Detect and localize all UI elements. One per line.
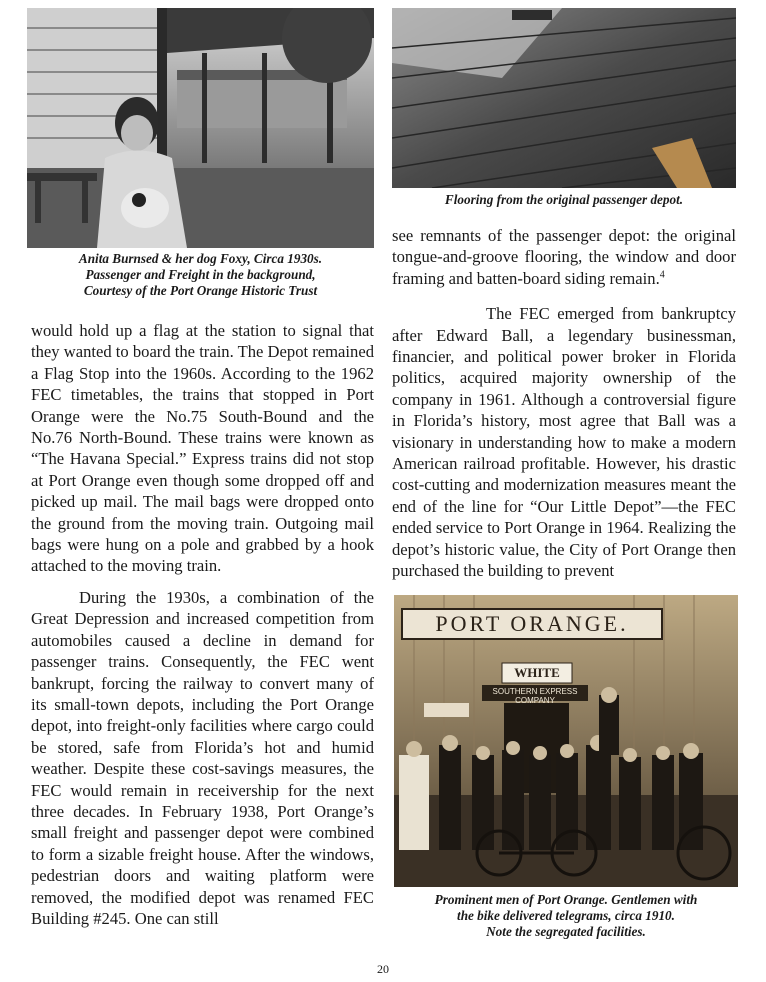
men-caption bbox=[394, 892, 738, 940]
right-paragraph-2: The FEC emerged from bankruptcy after Edward Ball, a legendary businessman, financier, and political power broker in Florida politics, acquired majority ownership of the company in 1961. Although a controversial figure in Florida’s history, most agree that Ball was a visionary in understanding how to make a modern American railroad profitable. However, his drastic cost-cutting and modernization measures meant the end of the line for “Our Little Depot”—the FEC ended service to Port Orange in 1964. Realizing the depot’s historic value, the City of Port Orange then purchased the building to prevent bbox=[392, 304, 736, 581]
men-caption-line-3: Note the segregated facilities. bbox=[486, 924, 646, 939]
left-paragraph-2: During the 1930s, a combination of the Great Depression and increased competition from automobiles caused a decline in demand for passenger trains. Consequently, the FEC went bankrupt, forcing the railway to convert many of its small-town depots, including the Port Orange depot, into freight-only facilities where cargo could be stored, safe from Florida’s hot and humid weather. Despite these cost-savings measures, the FEC would remain in receivership for the next three decades. In February 1938, Port Orange’s small freight and passenger depot were combined to form a sizable freight house. After the windows, pedestrian doors and waiting platform were removed, the modified depot was renamed FEC Building #245. One can still bbox=[31, 587, 374, 928]
anita-caption bbox=[27, 251, 374, 299]
left-column bbox=[31, 320, 374, 929]
flooring-caption: Flooring from the original passenger depot. bbox=[444, 192, 684, 207]
right-column bbox=[392, 225, 736, 582]
right-paragraph-1-text: see remnants of the passenger depot: the original tongue-and-groove flooring, the window and door framing and batten-board siding remain. bbox=[392, 226, 736, 288]
anita-photo bbox=[27, 8, 374, 248]
men-caption-line-2: the bike delivered telegrams, circa 1910. bbox=[457, 908, 675, 923]
anita-caption-line-2: Passenger and Freight in the background, bbox=[85, 267, 316, 282]
anita-caption-line-3: Courtesy of the Port Orange Historic Trust bbox=[83, 283, 318, 298]
port-orange-station-photo bbox=[394, 595, 738, 887]
page-number: 20 bbox=[377, 962, 389, 976]
station-photo-drawing bbox=[394, 595, 738, 887]
left-paragraph-1: would hold up a flag at the station to signal that they wanted to board the train. The Depot remained a Flag Stop into the 1960s. According to the 1962 FEC timetables, the trains that stopped in Port Orange were the No.75 South-Bound and the No.76 North-Bound. These trains were known as “The Havana Special.” Express trains did not stop at Port Orange even though some dropped off and picked up mail. The mail bags were dropped onto the ground from the moving train. Outgoing mail bags were hung on a pole and grabbed by a hook attached to the moving train. bbox=[31, 321, 374, 576]
anita-photo-drawing bbox=[27, 8, 374, 248]
station-sign: PORT ORANGE. bbox=[435, 611, 629, 636]
flooring-photo bbox=[392, 8, 736, 188]
men-caption-line-1: Prominent men of Port Orange. Gentlemen with bbox=[434, 892, 698, 907]
express-company-sign: SOUTHERN EXPRESS COMPANY bbox=[492, 687, 578, 705]
footnote-marker: 4 bbox=[659, 269, 665, 281]
white-sign: WHITE bbox=[514, 665, 560, 680]
anita-caption-line-1: Anita Burnsed & her dog Foxy, Circa 1930s. bbox=[78, 251, 323, 266]
flooring-photo-drawing bbox=[392, 8, 736, 188]
right-paragraph-1 bbox=[392, 225, 736, 289]
